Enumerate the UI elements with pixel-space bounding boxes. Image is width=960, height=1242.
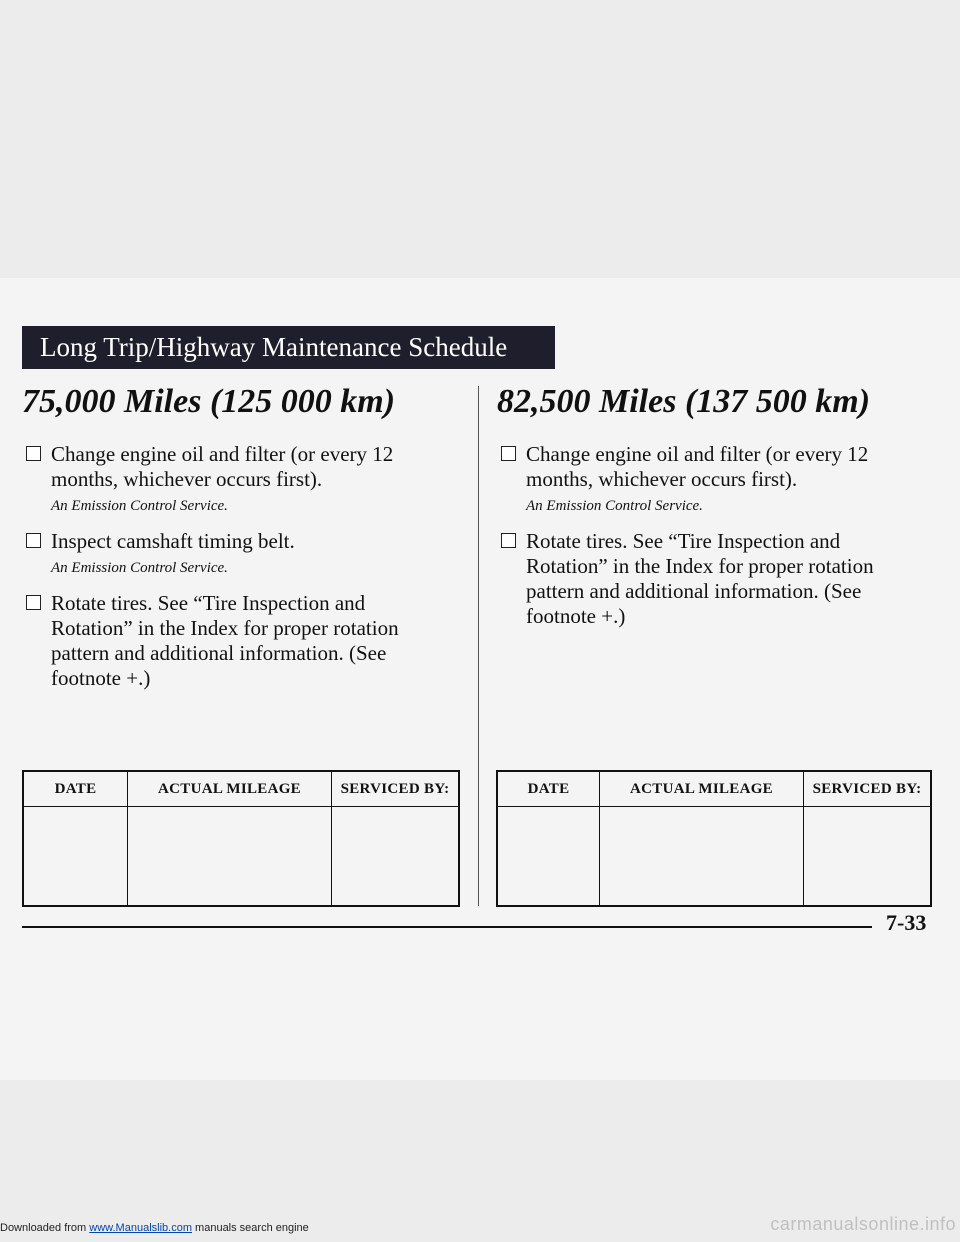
column-divider — [478, 386, 479, 906]
serviced-by-header: SERVICED BY: — [804, 771, 932, 807]
right-service-log-table — [496, 770, 932, 907]
date-cell[interactable] — [23, 807, 128, 907]
left-service-log-table — [22, 770, 460, 907]
right-heading: 82,500 Miles (137 500 km) — [497, 383, 871, 420]
serviced-by-cell[interactable] — [804, 807, 932, 907]
actual-mileage-cell[interactable] — [600, 807, 804, 907]
actual-mileage-header: ACTUAL MILEAGE — [600, 771, 804, 807]
checkbox-icon — [501, 446, 516, 461]
left-heading: 75,000 Miles (125 000 km) — [22, 383, 396, 420]
footer-rule — [22, 926, 872, 928]
page-number: 7-33 — [886, 910, 927, 935]
right-item-2-text: Rotate tires. See “Tire Inspection and Rotation” in the Index for proper rotation pattern and additional information. (See footnote +.) — [526, 529, 874, 628]
right-item-1-note: An Emission Control Service. — [526, 498, 703, 514]
watermark: carmanualsonline.info — [770, 1214, 956, 1234]
right-checklist-item-2 — [497, 529, 937, 629]
checkbox-icon — [26, 446, 41, 461]
right-checklist-item-1 — [497, 442, 937, 492]
footer-suffix: manuals search engine — [195, 1222, 309, 1234]
manualslib-link[interactable]: www.Manualslib.com — [89, 1222, 192, 1234]
checkbox-icon — [26, 595, 41, 610]
right-item-1-text: Change engine oil and filter (or every 12 months, whichever occurs first). — [526, 442, 869, 491]
left-item-3-text: Rotate tires. See “Tire Inspection and Rotation” in the Index for proper rotation pattern and additional information. (See footnote +.) — [51, 591, 399, 690]
actual-mileage-cell[interactable] — [128, 807, 332, 907]
serviced-by-header: SERVICED BY: — [332, 771, 460, 807]
date-header: DATE — [23, 771, 128, 807]
actual-mileage-header: ACTUAL MILEAGE — [128, 771, 332, 807]
left-checklist-item-1 — [22, 442, 462, 492]
left-checklist-item-3 — [22, 591, 462, 691]
section-banner: Long Trip/Highway Maintenance Schedule — [22, 326, 555, 369]
download-footer — [0, 1222, 309, 1234]
left-item-2-note: An Emission Control Service. — [51, 560, 228, 576]
left-item-2-text: Inspect camshaft timing belt. — [51, 529, 295, 553]
manual-page — [0, 278, 960, 1080]
left-column — [22, 378, 462, 691]
left-item-1-text: Change engine oil and filter (or every 12 months, whichever occurs first). — [51, 442, 394, 491]
date-cell[interactable] — [497, 807, 600, 907]
checkbox-icon — [501, 533, 516, 548]
right-column — [497, 378, 937, 629]
checkbox-icon — [26, 533, 41, 548]
left-checklist-item-2 — [22, 529, 462, 554]
left-item-1-note: An Emission Control Service. — [51, 498, 228, 514]
serviced-by-cell[interactable] — [332, 807, 460, 907]
footer-prefix: Downloaded from — [0, 1222, 87, 1234]
date-header: DATE — [497, 771, 600, 807]
